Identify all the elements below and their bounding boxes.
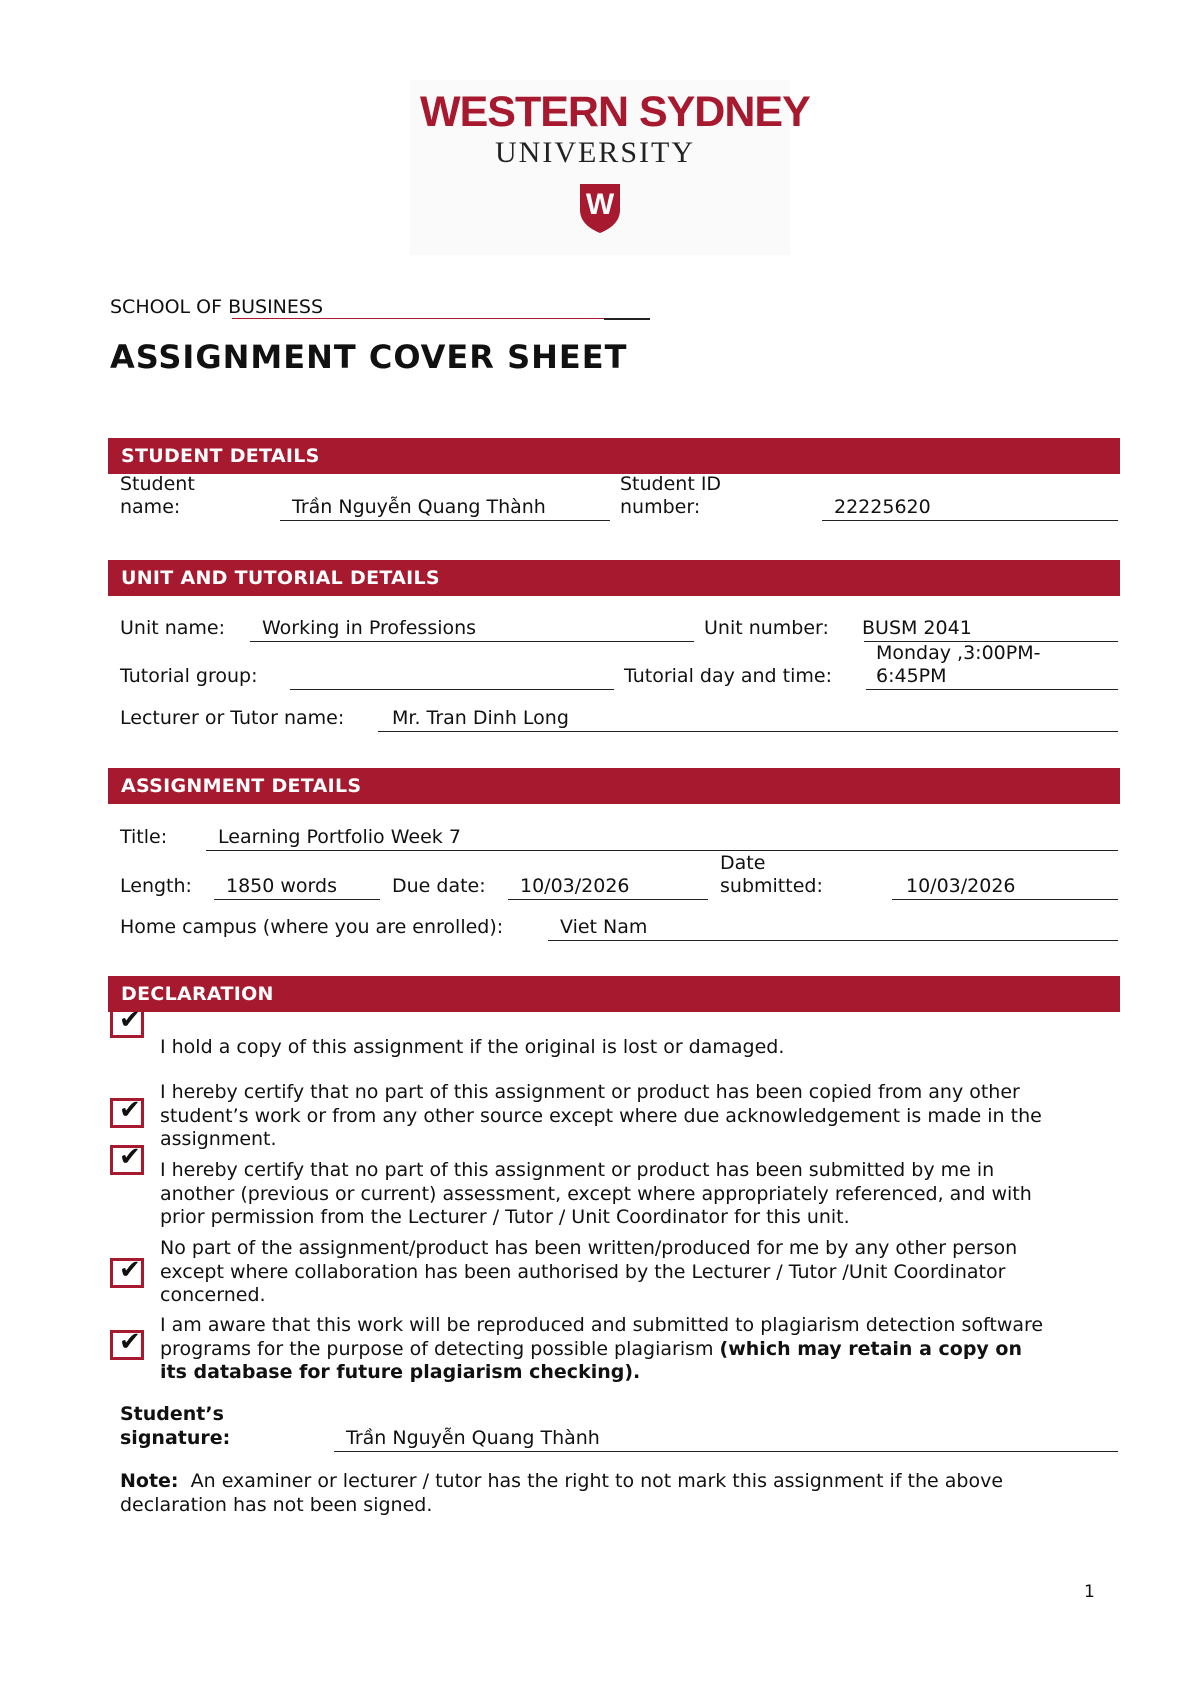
section-declaration: DECLARATION — [108, 976, 1120, 1012]
declaration-checkbox-1[interactable] — [110, 1005, 144, 1038]
student-name-line — [280, 520, 610, 521]
declaration-4-line-2: except where collaboration has been authorised by the Lecturer / Tutor /Unit Coordinator — [160, 1260, 1006, 1283]
tutorial-day-line — [866, 689, 1118, 690]
declaration-4-line-3: concerned. — [160, 1284, 266, 1306]
declaration-2-line-2: student’s work or from any other source except where due acknowledgement is made in the — [160, 1104, 1042, 1127]
declaration-text-2 — [160, 1081, 1042, 1152]
declaration-checkbox-2[interactable] — [110, 1095, 144, 1128]
declaration-5-line-2: programs for the purpose of detecting possible plagiarism (which may retain a copy on — [160, 1337, 1023, 1360]
student-name-label-1: Student — [120, 473, 195, 495]
lecturer-label: Lecturer or Tutor name: — [120, 707, 345, 729]
signature-value[interactable]: Trần Nguyễn Quang Thành — [346, 1427, 600, 1449]
declaration-5-line-3: its database for future plagiarism checking). — [160, 1361, 641, 1383]
signature-label-2: signature: — [120, 1427, 231, 1449]
page-title: ASSIGNMENT COVER SHEET — [110, 338, 628, 376]
title-line — [206, 850, 1118, 851]
signature-label-1: Student’s — [120, 1403, 224, 1425]
lecturer-value[interactable]: Mr. Tran Dinh Long — [392, 707, 569, 729]
school-name: SCHOOL OF BUSINESS — [110, 296, 324, 318]
signature-line — [334, 1451, 1118, 1452]
declaration-checkbox-5[interactable] — [110, 1327, 144, 1360]
declaration-checkbox-4[interactable] — [110, 1255, 144, 1288]
student-name-value[interactable]: Trần Nguyễn Quang Thành — [292, 496, 546, 518]
declaration-4-line-1: No part of the assignment/product has been written/produced for me by any other person — [160, 1237, 1018, 1259]
declaration-text-4 — [160, 1237, 1017, 1308]
page-number: 1 — [1084, 1582, 1095, 1602]
check-icon: ✔ — [119, 1095, 141, 1125]
school-underline-red — [232, 318, 604, 319]
declaration-text-3 — [160, 1159, 1032, 1230]
declaration-text-5 — [160, 1314, 1043, 1385]
date-submitted-label-1: Date — [720, 852, 766, 874]
lecturer-line — [378, 731, 1118, 732]
unit-name-value[interactable]: Working in Professions — [262, 617, 477, 639]
due-date-line — [508, 899, 708, 900]
tutorial-day-label: Tutorial day and time: — [624, 665, 832, 687]
logo-line-2: UNIVERSITY — [495, 136, 695, 169]
logo-line-1: WESTERN SYDNEY — [420, 88, 810, 136]
note-line-1: An examiner or lecturer / tutor has the right to not mark this assignment if the above — [190, 1470, 1004, 1492]
check-icon: ✔ — [119, 1005, 141, 1035]
tutorial-day-value-2[interactable]: 6:45PM — [876, 665, 947, 687]
student-id-label-2: number: — [620, 496, 701, 518]
unit-name-line — [250, 641, 694, 642]
date-submitted-line — [892, 899, 1118, 900]
note-label: Note: — [120, 1470, 179, 1492]
length-label: Length: — [120, 875, 192, 897]
section-student-details: STUDENT DETAILS — [108, 438, 1120, 474]
unit-number-value[interactable]: BUSM 2041 — [862, 617, 972, 639]
campus-value[interactable]: Viet Nam — [560, 916, 648, 938]
length-value[interactable]: 1850 words — [226, 875, 337, 897]
check-icon: ✔ — [119, 1255, 141, 1285]
school-underline-black — [604, 318, 650, 320]
campus-label: Home campus (where you are enrolled): — [120, 916, 504, 938]
length-line — [214, 899, 380, 900]
declaration-2-line-3: assignment. — [160, 1128, 277, 1150]
university-logo — [410, 80, 810, 255]
due-date-value[interactable]: 10/03/2026 — [520, 875, 630, 897]
declaration-3-line-3: prior permission from the Lecturer / Tutor / Unit Coordinator for this unit. — [160, 1206, 850, 1228]
shield-letter: W — [585, 188, 615, 221]
title-label: Title: — [120, 826, 168, 848]
section-unit-details: UNIT AND TUTORIAL DETAILS — [108, 560, 1120, 596]
tutorial-group-label: Tutorial group: — [120, 665, 258, 687]
declaration-3-line-2: another (previous or current) assessment, except where appropriately referenced, and with — [160, 1182, 1032, 1205]
note-line-2: declaration has not been signed. — [120, 1493, 433, 1516]
campus-line — [548, 940, 1118, 941]
tutorial-day-value-1[interactable]: Monday ,3:00PM- — [876, 642, 1041, 664]
declaration-2-line-1: I hereby certify that no part of this assignment or product has been copied from any other — [160, 1081, 1020, 1103]
check-icon: ✔ — [119, 1142, 141, 1172]
due-date-label: Due date: — [392, 875, 486, 897]
note — [120, 1470, 1003, 1517]
check-icon: ✔ — [119, 1327, 141, 1357]
date-submitted-label-2: submitted: — [720, 875, 823, 897]
student-id-value[interactable]: 22225620 — [834, 496, 931, 518]
unit-name-label: Unit name: — [120, 617, 226, 639]
student-name-label-2: name: — [120, 496, 181, 518]
declaration-3-line-1: I hereby certify that no part of this assignment or product has been submitted by me in — [160, 1159, 995, 1181]
tutorial-group-line — [290, 689, 614, 690]
student-id-label-1: Student ID — [620, 473, 722, 495]
declaration-5-line-1: I am aware that this work will be reproduced and submitted to plagiarism detection software — [160, 1314, 1044, 1336]
title-value[interactable]: Learning Portfolio Week 7 — [218, 826, 461, 848]
section-assignment-details: ASSIGNMENT DETAILS — [108, 768, 1120, 804]
declaration-checkbox-3[interactable] — [110, 1142, 144, 1175]
student-id-line — [822, 520, 1118, 521]
unit-number-label: Unit number: — [704, 617, 829, 639]
date-submitted-value[interactable]: 10/03/2026 — [906, 875, 1016, 897]
declaration-text-1: I hold a copy of this assignment if the original is lost or damaged. — [160, 1036, 785, 1058]
